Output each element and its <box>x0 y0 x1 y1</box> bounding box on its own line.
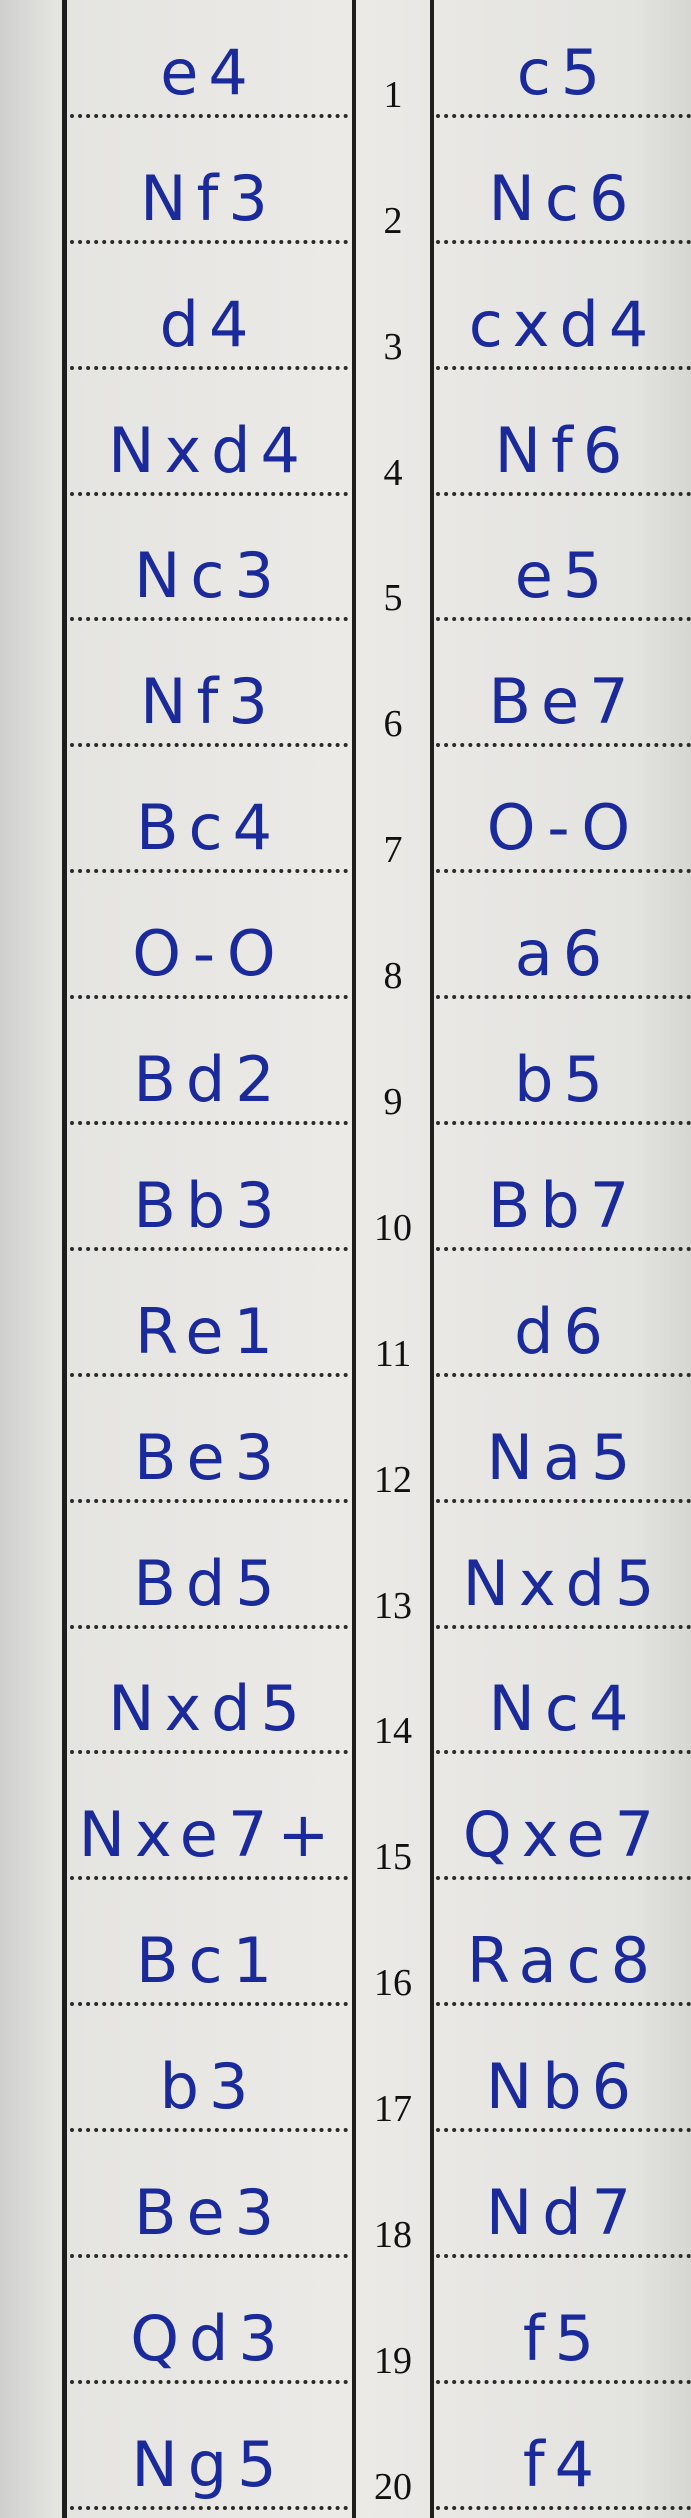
black-move-cell <box>436 1640 691 1754</box>
move-row <box>0 1511 691 1637</box>
black-move: a6 <box>514 917 613 991</box>
black-move: b5 <box>514 1043 613 1117</box>
move-number-cell <box>356 1892 430 2005</box>
move-row <box>0 126 691 252</box>
white-move: e4 <box>160 35 258 109</box>
black-move-cell <box>436 2018 691 2132</box>
black-move-cell <box>436 885 691 999</box>
white-move: Qd3 <box>130 2301 288 2375</box>
black-move: Na5 <box>486 1420 641 1494</box>
white-move: Bd5 <box>133 1546 285 1620</box>
black-move-cell <box>436 382 691 496</box>
move-number: 12 <box>374 1458 412 1501</box>
white-move: b3 <box>159 2050 259 2124</box>
move-number-cell <box>356 2396 430 2506</box>
white-move-cell <box>70 2144 348 2258</box>
move-row <box>0 2140 691 2266</box>
move-row <box>0 629 691 755</box>
move-number-cell <box>356 1011 430 1124</box>
move-number-cell <box>356 759 430 872</box>
black-move: Nd7 <box>485 2176 642 2250</box>
move-row <box>0 0 691 126</box>
move-row <box>0 881 691 1007</box>
black-move-cell <box>436 130 691 244</box>
white-move: Bd2 <box>133 1043 285 1117</box>
move-number-cell <box>356 1389 430 1499</box>
black-move-cell <box>436 1011 691 1125</box>
move-number-cell <box>356 1263 430 1373</box>
white-move: Bc1 <box>135 1924 283 1998</box>
black-move-cell <box>436 1892 691 2006</box>
white-move-cell <box>70 759 348 873</box>
move-row <box>0 1637 691 1763</box>
black-move: Nb6 <box>485 2050 642 2124</box>
black-move-cell <box>436 1137 691 1251</box>
move-number: 18 <box>374 2214 412 2257</box>
black-move: Nc6 <box>488 161 639 235</box>
move-number: 9 <box>383 1081 403 1124</box>
white-move: Bc4 <box>135 791 283 865</box>
black-move: cxd4 <box>468 287 659 361</box>
black-move-cell <box>436 759 691 873</box>
move-number-cell <box>356 1515 430 1625</box>
move-row <box>0 1007 691 1133</box>
white-move-cell <box>70 2270 348 2384</box>
move-number: 11 <box>374 1332 412 1375</box>
black-move: Nc4 <box>488 1672 639 1746</box>
white-move-cell <box>70 1263 348 1377</box>
white-move-cell <box>70 1515 348 1629</box>
black-move-cell <box>436 1515 691 1629</box>
move-number-cell <box>356 2144 430 2257</box>
white-move: Nxd5 <box>108 1672 310 1746</box>
move-number-cell <box>356 130 430 240</box>
move-number-cell <box>356 2270 430 2380</box>
black-move-cell <box>436 2144 691 2258</box>
move-row <box>0 252 691 378</box>
move-number-cell <box>356 507 430 620</box>
move-number-cell <box>356 1137 430 1247</box>
black-move-cell <box>436 2270 691 2384</box>
white-move: Ng5 <box>131 2427 287 2501</box>
black-move: f5 <box>522 2301 605 2375</box>
black-move: e5 <box>514 539 613 613</box>
move-row <box>0 1385 691 1511</box>
white-move: Nf3 <box>140 665 278 739</box>
move-row <box>0 378 691 504</box>
white-move-cell <box>70 1011 348 1125</box>
black-move: f4 <box>522 2427 605 2501</box>
white-move: Nxe7+ <box>78 1798 340 1872</box>
move-number-cell <box>356 382 430 492</box>
black-move: c5 <box>516 35 611 109</box>
white-move: Bb3 <box>133 1168 285 1242</box>
white-move-cell <box>70 1766 348 1880</box>
white-move: Re1 <box>135 1294 283 1368</box>
move-number: 8 <box>383 955 403 998</box>
move-number-cell <box>356 1640 430 1753</box>
white-move-cell <box>70 633 348 747</box>
black-move: Bb7 <box>487 1168 640 1242</box>
white-move-cell <box>70 507 348 621</box>
move-number: 1 <box>383 73 403 116</box>
move-row <box>0 2014 691 2140</box>
move-number-cell <box>356 633 430 746</box>
move-number: 14 <box>374 1710 412 1753</box>
move-number: 3 <box>383 325 403 368</box>
move-number: 17 <box>374 2088 412 2131</box>
black-move-cell <box>436 4 691 118</box>
white-move: Nxd4 <box>108 413 310 487</box>
move-number-cell <box>356 1766 430 1879</box>
move-number: 6 <box>383 703 403 746</box>
white-move-cell <box>70 1892 348 2006</box>
move-row <box>0 1762 691 1888</box>
white-move-cell <box>70 130 348 244</box>
move-number-cell <box>356 2018 430 2131</box>
move-number: 7 <box>383 829 403 872</box>
white-move-cell <box>70 4 348 118</box>
black-move: d6 <box>514 1294 613 1368</box>
move-number: 10 <box>374 1206 412 1249</box>
black-move: Qxe7 <box>462 1798 665 1872</box>
black-move-cell <box>436 1263 691 1377</box>
white-move-cell <box>70 1137 348 1251</box>
move-number: 4 <box>383 451 403 494</box>
black-move-cell <box>436 507 691 621</box>
white-move-cell <box>70 2018 348 2132</box>
move-number-cell <box>356 256 430 366</box>
white-move: Nc3 <box>134 539 284 613</box>
move-number-cell <box>356 885 430 998</box>
move-row <box>0 504 691 630</box>
white-move: Nf3 <box>140 161 278 235</box>
move-number: 13 <box>374 1584 412 1627</box>
move-row <box>0 755 691 881</box>
black-move-cell <box>436 633 691 747</box>
move-row <box>0 1888 691 2014</box>
move-row <box>0 2266 691 2392</box>
white-move: d4 <box>159 287 259 361</box>
white-move-cell <box>70 1389 348 1503</box>
move-row <box>0 1259 691 1385</box>
move-row <box>0 2392 691 2518</box>
move-number: 16 <box>374 1962 412 2005</box>
move-row <box>0 1133 691 1259</box>
black-move-cell <box>436 1389 691 1503</box>
white-move: Be3 <box>133 1420 285 1494</box>
move-number-cell <box>356 4 430 114</box>
white-move-cell <box>70 1640 348 1754</box>
move-number: 20 <box>374 2465 412 2508</box>
black-move: O-O <box>486 791 641 865</box>
move-number: 2 <box>383 199 403 242</box>
white-move-cell <box>70 885 348 999</box>
black-move: Rac8 <box>466 1924 661 1998</box>
white-move: O-O <box>132 917 286 991</box>
move-number: 5 <box>383 577 403 620</box>
white-move-cell <box>70 256 348 370</box>
white-move-cell <box>70 2396 348 2510</box>
black-move: Be7 <box>488 665 639 739</box>
black-move-cell <box>436 256 691 370</box>
move-number: 19 <box>374 2339 412 2382</box>
black-move-cell <box>436 2396 691 2510</box>
white-move-cell <box>70 382 348 496</box>
black-move: Nf6 <box>494 413 633 487</box>
white-move: Be3 <box>133 2176 285 2250</box>
black-move: Nxd5 <box>462 1546 665 1620</box>
move-number: 15 <box>374 1836 412 1879</box>
black-move-cell <box>436 1766 691 1880</box>
